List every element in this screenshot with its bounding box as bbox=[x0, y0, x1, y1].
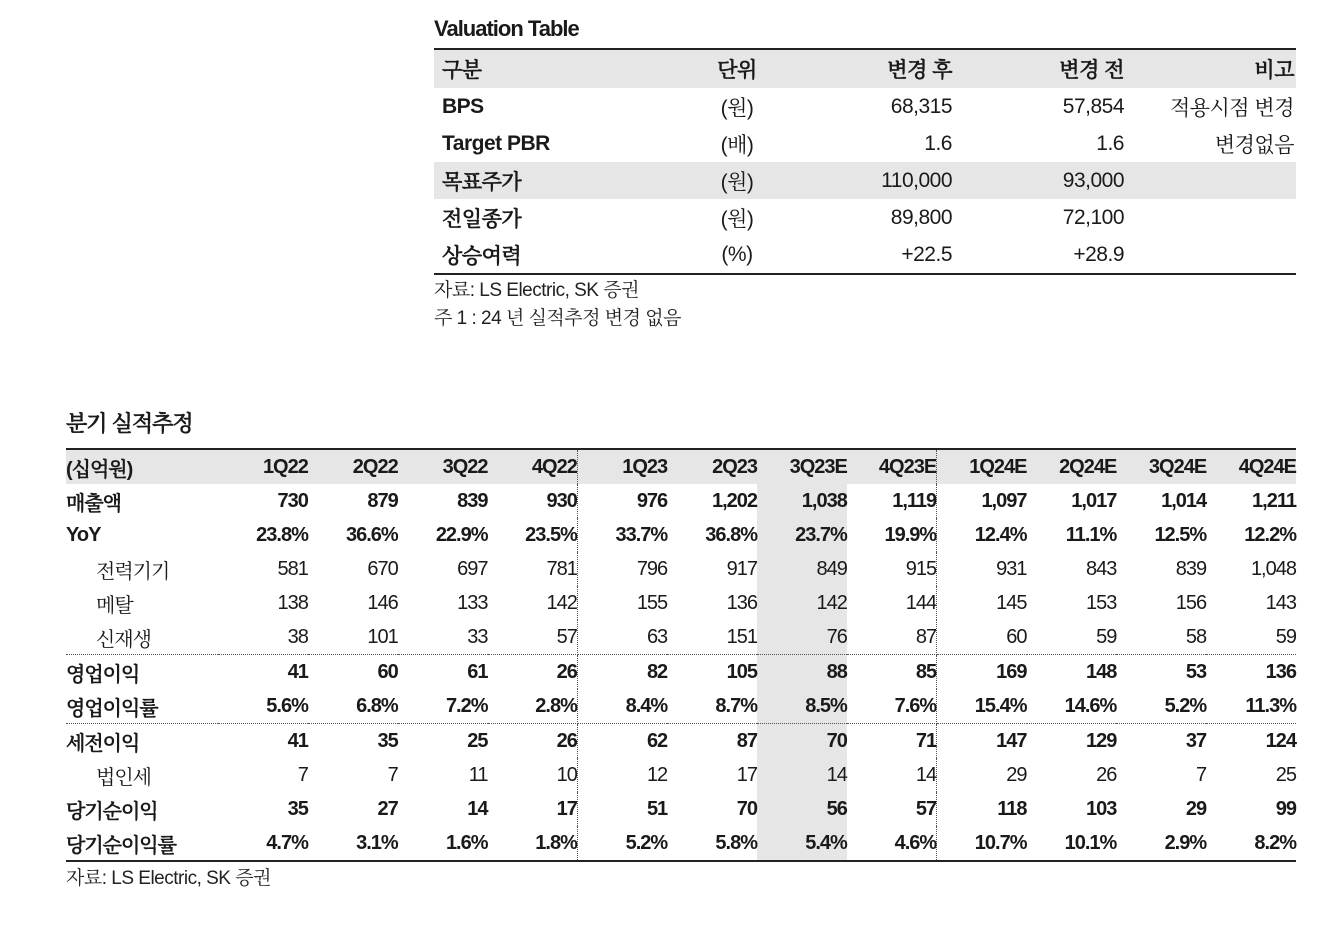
row-label: 상승여력 bbox=[442, 244, 522, 268]
value-cell: 730 bbox=[277, 489, 308, 512]
value-cell: 11 bbox=[468, 763, 488, 786]
value-cell: 2.8% bbox=[488, 689, 578, 724]
value-cell: 147 bbox=[996, 729, 1027, 752]
value-cell: 36.6% bbox=[345, 523, 398, 546]
row-before: 1.6 bbox=[1096, 131, 1124, 155]
period-header: 2Q23 bbox=[667, 449, 757, 484]
value-cell: 63 bbox=[577, 620, 667, 655]
value-cell: 156 bbox=[1175, 591, 1207, 614]
quarterly-title: 분기 실적추정 bbox=[66, 411, 193, 436]
value-cell: 14 bbox=[757, 758, 847, 792]
value-cell: 5.6% bbox=[218, 689, 308, 724]
value-cell: 142 bbox=[757, 586, 847, 620]
value-cell: 1,017 bbox=[1071, 489, 1117, 512]
value-cell: 3.1% bbox=[356, 831, 398, 854]
value-cell: 10 bbox=[488, 758, 578, 792]
value-cell: 59 bbox=[1206, 620, 1296, 655]
row-before: +28.9 bbox=[1073, 242, 1124, 266]
value-cell: 4.6% bbox=[847, 826, 937, 861]
row-remark bbox=[1124, 199, 1296, 236]
quarterly-table bbox=[66, 448, 1296, 862]
value-cell: 670 bbox=[367, 557, 398, 580]
row-label: 전력기기 bbox=[96, 560, 170, 583]
row-unit: (%) bbox=[721, 242, 753, 266]
row-label: 영업이익률 bbox=[66, 689, 218, 724]
row-label: 메탈 bbox=[96, 594, 133, 617]
period-header: 3Q22 bbox=[398, 449, 488, 484]
row-remark bbox=[1124, 162, 1296, 199]
row-operating-profit bbox=[66, 655, 1296, 690]
value-cell: 14 bbox=[847, 758, 937, 792]
valuation-footnote: 주 1 : 24 년 실적추정 변경 없음 bbox=[434, 308, 681, 329]
value-cell: 1.8% bbox=[488, 826, 578, 861]
value-cell: 37 bbox=[1185, 729, 1207, 752]
row-after: +22.5 bbox=[901, 242, 952, 266]
value-cell: 4.7% bbox=[266, 831, 308, 854]
value-cell: 917 bbox=[726, 557, 758, 580]
row-label: 전일종가 bbox=[442, 207, 522, 231]
valuation-table bbox=[434, 48, 1296, 275]
row-before: 57,854 bbox=[1062, 94, 1124, 118]
valuation-row-upside bbox=[434, 236, 1296, 274]
value-cell: 51 bbox=[646, 797, 668, 820]
value-cell: 146 bbox=[367, 591, 398, 614]
value-cell: 10.7% bbox=[974, 831, 1027, 854]
value-cell: 8.2% bbox=[1254, 831, 1296, 854]
row-renewable bbox=[66, 620, 1296, 655]
value-cell: 60 bbox=[937, 620, 1027, 655]
value-cell: 5.8% bbox=[715, 831, 758, 854]
value-cell: 581 bbox=[277, 557, 308, 580]
value-cell: 153 bbox=[1085, 591, 1117, 614]
value-cell: 82 bbox=[646, 660, 668, 683]
value-cell: 33 bbox=[398, 620, 488, 655]
value-cell: 133 bbox=[457, 591, 488, 614]
quarterly-section bbox=[66, 406, 1296, 892]
value-cell: 7 bbox=[387, 763, 398, 786]
value-cell: 27 bbox=[377, 797, 398, 820]
value-cell: 1,119 bbox=[847, 484, 937, 518]
row-unit: (원) bbox=[689, 162, 779, 199]
value-cell: 15.4% bbox=[937, 689, 1027, 724]
value-cell: 59 bbox=[1027, 620, 1117, 655]
value-cell: 1,097 bbox=[981, 489, 1027, 512]
row-after: 68,315 bbox=[890, 94, 952, 118]
value-cell: 33.7% bbox=[615, 523, 668, 546]
value-cell: 124 bbox=[1265, 729, 1296, 752]
value-cell: 26 bbox=[1096, 763, 1117, 786]
value-cell: 136 bbox=[726, 591, 758, 614]
value-cell: 118 bbox=[997, 797, 1027, 820]
value-cell: 144 bbox=[847, 586, 937, 620]
value-cell: 103 bbox=[1085, 797, 1117, 820]
value-cell: 839 bbox=[457, 489, 488, 512]
value-cell: 99 bbox=[1275, 797, 1296, 820]
value-cell: 14.6% bbox=[1027, 689, 1117, 724]
row-label: 영업이익 bbox=[66, 663, 140, 686]
value-cell: 142 bbox=[488, 586, 578, 620]
value-cell: 41 bbox=[287, 660, 308, 683]
value-cell: 87 bbox=[736, 729, 758, 752]
value-cell: 88 bbox=[757, 655, 847, 690]
valuation-section bbox=[434, 12, 1296, 333]
value-cell: 57 bbox=[488, 620, 578, 655]
valuation-title: Valuation Table bbox=[434, 16, 579, 41]
value-cell: 8.7% bbox=[667, 689, 757, 724]
row-unit: (원) bbox=[720, 207, 754, 231]
value-cell: 12.4% bbox=[974, 523, 1027, 546]
header-category: 구분 bbox=[434, 49, 689, 88]
row-label: BPS bbox=[442, 94, 484, 118]
value-cell: 8.5% bbox=[757, 689, 847, 724]
value-cell: 1,048 bbox=[1250, 557, 1296, 580]
row-power-equipment bbox=[66, 552, 1296, 586]
unit-label: (십억원) bbox=[66, 449, 218, 484]
value-cell: 10.1% bbox=[1064, 831, 1117, 854]
value-cell: 17 bbox=[736, 763, 758, 786]
value-cell: 6.8% bbox=[308, 689, 398, 724]
value-cell: 25 bbox=[467, 729, 488, 752]
value-cell: 138 bbox=[277, 591, 308, 614]
value-cell: 849 bbox=[757, 552, 847, 586]
value-cell: 915 bbox=[847, 552, 937, 586]
value-cell: 5.2% bbox=[625, 831, 668, 854]
value-cell: 143 bbox=[1265, 591, 1296, 614]
row-label: 목표주가 bbox=[434, 162, 689, 199]
quarterly-source: 자료: LS Electric, SK 증권 bbox=[66, 868, 271, 889]
row-label: 매출액 bbox=[66, 492, 121, 515]
value-cell: 930 bbox=[488, 484, 578, 518]
value-cell: 5.2% bbox=[1116, 689, 1206, 724]
value-cell: 70 bbox=[757, 724, 847, 759]
row-label: 당기순이익률 bbox=[66, 834, 176, 857]
value-cell: 7.6% bbox=[847, 689, 937, 724]
row-before: 93,000 bbox=[952, 162, 1124, 199]
value-cell: 26 bbox=[488, 655, 578, 690]
value-cell: 11.3% bbox=[1206, 689, 1296, 724]
value-cell: 41 bbox=[287, 729, 308, 752]
value-cell: 1,202 bbox=[711, 489, 758, 512]
row-after: 1.6 bbox=[924, 131, 952, 155]
period-header: 1Q22 bbox=[218, 449, 308, 484]
value-cell: 7 bbox=[1196, 763, 1207, 786]
value-cell: 12 bbox=[646, 763, 668, 786]
value-cell: 7.2% bbox=[398, 689, 488, 724]
header-before: 변경 전 bbox=[952, 49, 1124, 88]
valuation-row-target-price bbox=[434, 162, 1296, 199]
period-header: 2Q24E bbox=[1027, 449, 1117, 484]
value-cell: 2.9% bbox=[1164, 831, 1207, 854]
value-cell: 26 bbox=[488, 724, 578, 759]
row-label: YoY bbox=[66, 523, 101, 546]
value-cell: 29 bbox=[1185, 797, 1207, 820]
value-cell: 976 bbox=[636, 489, 668, 512]
value-cell: 839 bbox=[1175, 557, 1207, 580]
row-net-margin bbox=[66, 826, 1296, 861]
value-cell: 87 bbox=[847, 620, 937, 655]
header-after: 변경 후 bbox=[779, 49, 952, 88]
row-corporate-tax bbox=[66, 758, 1296, 792]
valuation-header-row bbox=[434, 49, 1296, 88]
value-cell: 11.1% bbox=[1065, 523, 1117, 546]
value-cell: 25 bbox=[1275, 763, 1296, 786]
value-cell: 71 bbox=[847, 724, 937, 759]
value-cell: 101 bbox=[308, 620, 398, 655]
period-header: 4Q24E bbox=[1206, 449, 1296, 484]
value-cell: 5.4% bbox=[757, 826, 847, 861]
value-cell: 169 bbox=[996, 660, 1027, 683]
value-cell: 781 bbox=[488, 552, 578, 586]
header-unit: 단위 bbox=[689, 49, 779, 88]
valuation-row-target-pbr bbox=[434, 125, 1296, 162]
row-before: 72,100 bbox=[1062, 205, 1124, 229]
row-remark: 적용시점 변경 bbox=[1169, 96, 1294, 120]
value-cell: 148 bbox=[1085, 660, 1117, 683]
value-cell: 23.7% bbox=[757, 518, 847, 552]
value-cell: 56 bbox=[757, 792, 847, 826]
value-cell: 697 bbox=[457, 557, 488, 580]
header-remark: 비고 bbox=[1124, 49, 1296, 88]
value-cell: 136 bbox=[1265, 660, 1296, 683]
value-cell: 1,014 bbox=[1161, 489, 1207, 512]
row-pretax-profit bbox=[66, 724, 1296, 759]
valuation-row-bps bbox=[434, 88, 1296, 125]
value-cell: 1.6% bbox=[445, 831, 488, 854]
value-cell: 14 bbox=[467, 797, 488, 820]
row-label: 세전이익 bbox=[66, 732, 140, 755]
quarterly-header-row bbox=[66, 449, 1296, 484]
value-cell: 53 bbox=[1185, 660, 1207, 683]
value-cell: 36.8% bbox=[705, 523, 758, 546]
period-header: 2Q22 bbox=[308, 449, 398, 484]
row-metal bbox=[66, 586, 1296, 620]
row-label: 당기순이익 bbox=[66, 800, 158, 823]
period-header: 4Q22 bbox=[488, 449, 578, 484]
value-cell: 129 bbox=[1085, 729, 1117, 752]
value-cell: 35 bbox=[287, 797, 308, 820]
value-cell: 843 bbox=[1085, 557, 1117, 580]
value-cell: 22.9% bbox=[435, 523, 488, 546]
value-cell: 105 bbox=[726, 660, 758, 683]
row-remark: 변경없음 bbox=[1214, 133, 1294, 157]
row-revenue bbox=[66, 484, 1296, 518]
value-cell: 12.2% bbox=[1244, 523, 1296, 546]
row-net-profit bbox=[66, 792, 1296, 826]
value-cell: 17 bbox=[488, 792, 578, 826]
value-cell: 35 bbox=[377, 729, 398, 752]
period-header: 1Q23 bbox=[577, 449, 667, 484]
value-cell: 1,038 bbox=[757, 484, 847, 518]
value-cell: 151 bbox=[667, 620, 757, 655]
value-cell: 7 bbox=[297, 763, 308, 786]
period-header: 3Q23E bbox=[757, 449, 847, 484]
row-after: 110,000 bbox=[779, 162, 952, 199]
value-cell: 23.5% bbox=[488, 518, 578, 552]
value-cell: 12.5% bbox=[1154, 523, 1207, 546]
period-header: 3Q24E bbox=[1116, 449, 1206, 484]
value-cell: 29 bbox=[1006, 763, 1027, 786]
value-cell: 796 bbox=[636, 557, 668, 580]
value-cell: 23.8% bbox=[256, 523, 308, 546]
value-cell: 61 bbox=[467, 660, 488, 683]
valuation-source: 자료: LS Electric, SK 증권 bbox=[434, 280, 639, 301]
row-label: 신재생 bbox=[66, 620, 218, 655]
value-cell: 62 bbox=[646, 729, 668, 752]
row-yoy bbox=[66, 518, 1296, 552]
row-unit: (원) bbox=[720, 96, 754, 120]
value-cell: 85 bbox=[847, 655, 937, 690]
value-cell: 1,211 bbox=[1252, 489, 1296, 512]
value-cell: 145 bbox=[996, 591, 1027, 614]
row-unit: (배) bbox=[720, 133, 754, 157]
value-cell: 879 bbox=[367, 489, 398, 512]
value-cell: 60 bbox=[377, 660, 398, 683]
period-header: 1Q24E bbox=[937, 449, 1027, 484]
value-cell: 19.9% bbox=[847, 518, 937, 552]
valuation-row-prev-close bbox=[434, 199, 1296, 236]
row-remark bbox=[1124, 236, 1296, 274]
value-cell: 57 bbox=[847, 792, 937, 826]
value-cell: 58 bbox=[1116, 620, 1206, 655]
period-header: 4Q23E bbox=[847, 449, 937, 484]
value-cell: 38 bbox=[218, 620, 308, 655]
row-operating-margin bbox=[66, 689, 1296, 724]
value-cell: 8.4% bbox=[577, 689, 667, 724]
value-cell: 155 bbox=[636, 591, 668, 614]
row-after: 89,800 bbox=[890, 205, 952, 229]
value-cell: 70 bbox=[736, 797, 758, 820]
row-label: 법인세 bbox=[96, 766, 151, 789]
value-cell: 931 bbox=[996, 557, 1027, 580]
row-label: Target PBR bbox=[442, 131, 550, 155]
value-cell: 76 bbox=[757, 620, 847, 655]
